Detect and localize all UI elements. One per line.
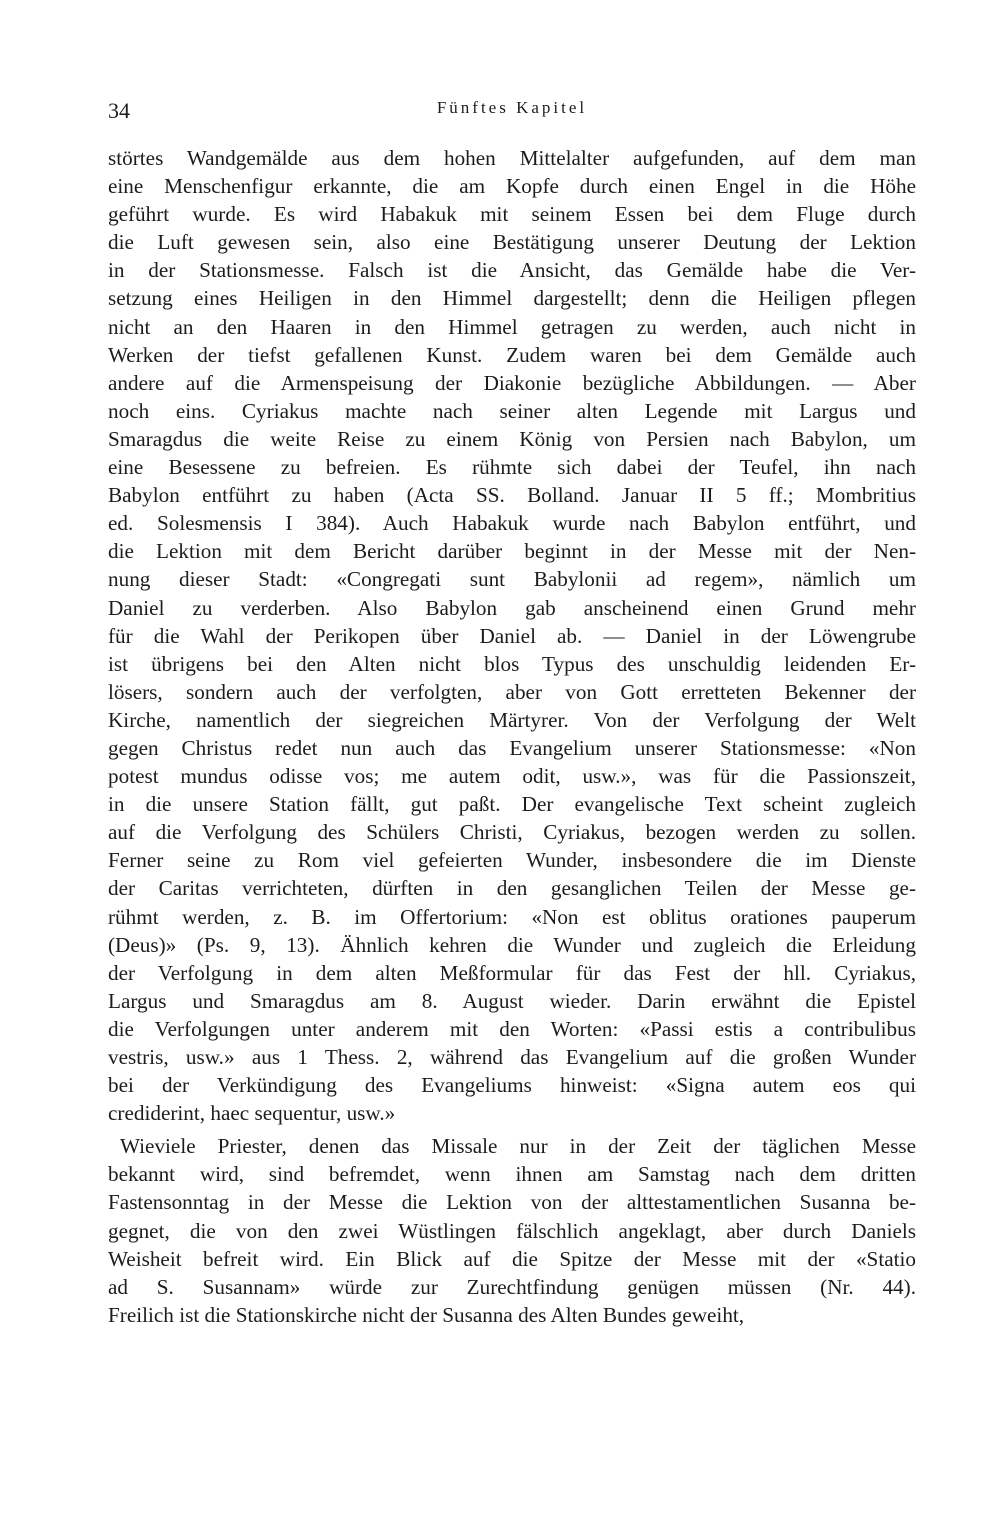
text-line: bei der Verkündigung des Evangeliums hinweist: «Signa autem eos qui — [108, 1073, 916, 1098]
text-line: Smaragdus die weite Reise zu einem König von Persien nach Babylon, um — [108, 426, 916, 451]
text-line: Daniel zu verderben. Also Babylon gab anscheinend einen Grund mehr — [108, 595, 916, 620]
body-text — [108, 144, 916, 1329]
text-line: die Lektion mit dem Bericht darüber beginnt in der Messe mit der Nen- — [108, 539, 916, 564]
text-line: der Caritas verrichteten, dürften in den gesanglichen Teilen der Messe ge- — [108, 876, 916, 901]
text-line: Weisheit befreit wird. Ein Blick auf die Spitze der Messe mit der «Statio — [108, 1246, 916, 1271]
text-line: Wieviele Priester, denen das Missale nur in der Zeit der täglichen Messe — [120, 1134, 916, 1159]
text-line: störtes Wandgemälde aus dem hohen Mittelalter aufgefunden, auf dem man — [108, 146, 916, 170]
text-line: ist übrigens bei den Alten nicht blos Typus des unschuldig leidenden Er- — [108, 651, 916, 676]
text-line: gegen Christus redet nun auch das Evangelium unserer Stationsmesse: «Non — [108, 735, 916, 760]
text-line: setzung eines Heiligen in den Himmel dargestellt; denn die Heiligen pflegen — [108, 286, 916, 311]
text-line: Freilich ist die Stationskirche nicht der Susanna des Alten Bundes geweiht, — [108, 1302, 745, 1327]
text-line: die Verfolgungen unter anderem mit den Worten: «Passi estis a contribulibus — [108, 1016, 916, 1041]
text-line: noch eins. Cyriakus machte nach seiner alten Legende mit Largus und — [108, 398, 916, 423]
text-line: lösers, sondern auch der verfolgten, aber von Gott erretteten Bekenner der — [108, 679, 916, 704]
text-line: Babylon entführt zu haben (Acta SS. Bolland. Januar II 5 ff.; Mombritius — [108, 483, 916, 508]
text-line: Fastensonntag in der Messe die Lektion von der alttestamentlichen Susanna be- — [108, 1190, 916, 1215]
chapter-title: Fünftes Kapitel — [436, 98, 588, 117]
page-number: 34 — [108, 98, 130, 123]
text-line: andere auf die Armenspeisung der Diakonie bezügliche Abbildungen. — Aber — [108, 370, 916, 395]
text-line: geführt wurde. Es wird Habakuk mit seinem Essen bei dem Fluge durch — [108, 202, 916, 227]
text-line: die Luft gewesen sein, also eine Bestätigung unserer Deutung der Lektion — [108, 230, 916, 255]
text-line: crediderint, haec sequentur, usw.» — [108, 1101, 396, 1126]
text-line: bekannt wird, sind befremdet, wenn ihnen am Samstag nach dem dritten — [108, 1162, 916, 1187]
text-line: Werken der tiefst gefallenen Kunst. Zudem waren bei dem Gemälde auch — [108, 342, 916, 367]
text-line: ad S. Susannam» würde zur Zurechtfindung genügen müssen (Nr. 44). — [108, 1274, 916, 1299]
book-page — [108, 98, 916, 1329]
text-line: nung dieser Stadt: «Congregati sunt Babylonii ad regem», nämlich um — [108, 567, 916, 592]
text-line: Kirche, namentlich der siegreichen Märtyrer. Von der Verfolgung der Welt — [108, 707, 916, 732]
text-line: Largus und Smaragdus am 8. August wieder. Darin erwähnt die Epistel — [108, 988, 916, 1013]
paragraph-2 — [108, 1132, 916, 1329]
text-line: der Verfolgung in dem alten Meßformular für das Fest der hll. Cyriakus, — [108, 960, 916, 985]
text-line: gegnet, die von den zwei Wüstlingen fälschlich angeklagt, aber durch Daniels — [108, 1218, 916, 1243]
text-line: rühmt werden, z. B. im Offertorium: «Non est oblitus orationes pauperum — [108, 904, 916, 929]
running-head — [108, 98, 916, 124]
text-line: (Deus)» (Ps. 9, 13). Ähnlich kehren die Wunder und zugleich die Erleidung — [108, 932, 916, 957]
text-line: Ferner seine zu Rom viel gefeierten Wunder, insbesondere die im Dienste — [108, 848, 916, 873]
text-line: potest mundus odisse vos; me autem odit, usw.», was für die Passionszeit, — [108, 764, 916, 789]
text-line: vestris, usw.» aus 1 Thess. 2, während das Evangelium auf die großen Wunder — [108, 1045, 916, 1069]
text-line: eine Menschenfigur erkannte, die am Kopfe durch einen Engel in die Höhe — [108, 174, 916, 199]
text-line: eine Besessene zu befreien. Es rühmte sich dabei der Teufel, ihn nach — [108, 455, 916, 480]
text-line: in der Stationsmesse. Falsch ist die Ansicht, das Gemälde habe die Ver- — [108, 258, 916, 283]
text-line: für die Wahl der Perikopen über Daniel ab. — Daniel in der Löwengrube — [108, 623, 916, 648]
text-line: nicht an den Haaren in den Himmel getragen zu werden, auch nicht in — [108, 314, 916, 339]
text-line: ed. Solesmensis I 384). Auch Habakuk wurde nach Babylon entführt, und — [108, 511, 916, 536]
text-line: auf die Verfolgung des Schülers Christi, Cyriakus, bezogen werden zu sollen. — [108, 820, 916, 845]
paragraph-1 — [108, 144, 916, 1127]
text-line: in die unsere Station fällt, gut paßt. Der evangelische Text scheint zugleich — [108, 792, 916, 817]
